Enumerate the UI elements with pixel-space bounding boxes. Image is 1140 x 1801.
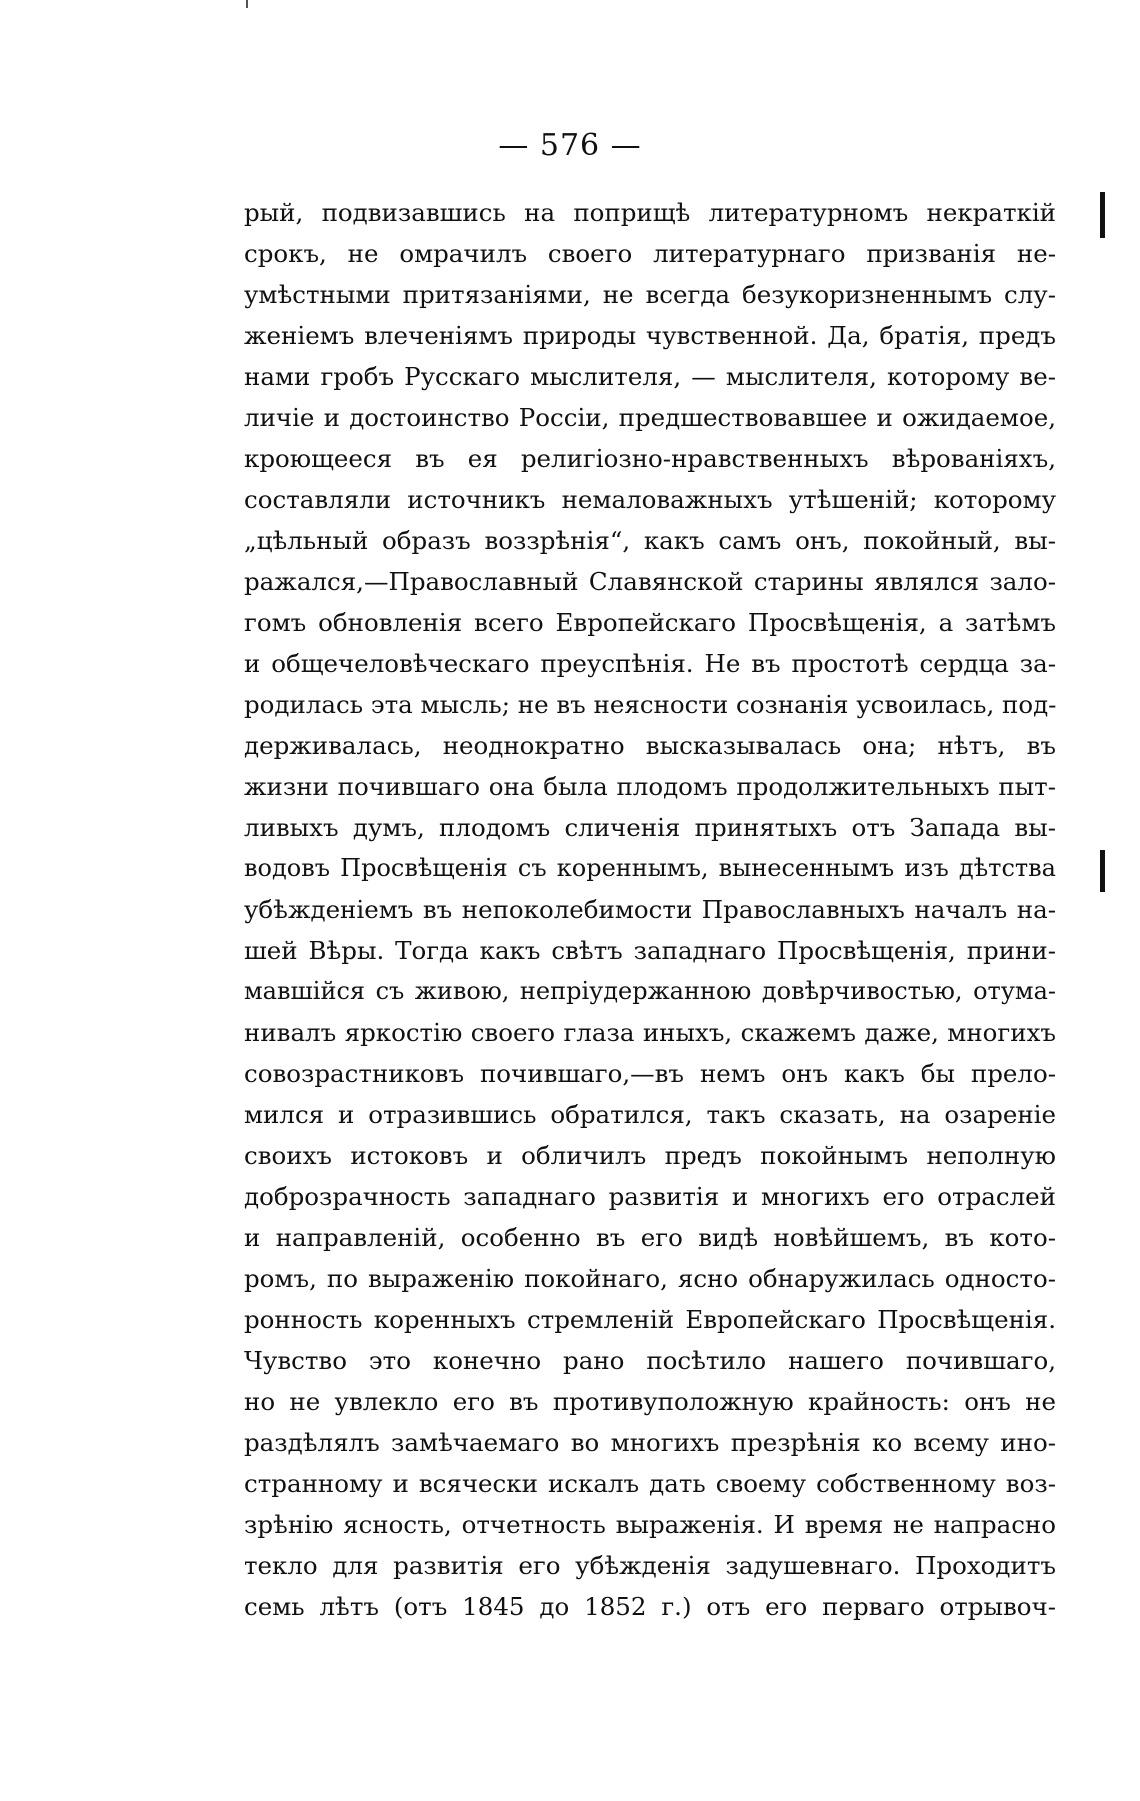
text-line: составляли источникъ немаловажныхъ утѣшеній; которому	[244, 485, 1056, 514]
body-text	[244, 192, 1056, 1627]
margin-mark	[1100, 850, 1105, 892]
text-line: гомъ обновленія всего Европейскаго Просвѣщенія, а затѣмъ	[244, 608, 1056, 637]
text-line: Чувство это конечно рано посѣтило нашего почившаго,	[244, 1346, 1056, 1375]
text-line: ронность коренныхъ стремленій Европейскаго Просвѣщенія.	[244, 1305, 1056, 1334]
text-line: ромъ, по выраженію покойнаго, ясно обнаружилась односто-	[244, 1264, 1056, 1293]
text-line: своихъ истоковъ и обличилъ предъ покойнымъ неполную	[244, 1141, 1056, 1170]
text-line: ражался,—Православный Славянской старины являлся зало-	[244, 567, 1056, 596]
text-line: женіемъ влеченіямъ природы чувственной. Да, братія, предъ	[244, 321, 1056, 350]
text-line: держивалась, неоднократно высказывалась она; нѣтъ, въ	[244, 731, 1056, 760]
text-line: рый, подвизавшись на поприщѣ литературномъ некраткій	[244, 198, 1056, 227]
text-line: и общечеловѣческаго преуспѣнія. Не въ простотѣ сердца за-	[244, 649, 1056, 678]
text-line: срокъ, не омрачилъ своего литературнаго призванія не-	[244, 239, 1056, 268]
text-line: но не увлекло его въ противуположную крайность: онъ не	[244, 1387, 1056, 1416]
page-number: — 576 —	[498, 128, 642, 163]
margin-mark	[1100, 192, 1105, 238]
text-line: кроющееся въ ея религіозно-нравственныхъ вѣрованіяхъ,	[244, 444, 1056, 473]
text-line: нивалъ яркостію своего глаза иныхъ, скажемъ даже, многихъ	[244, 1018, 1056, 1047]
text-line: совозрастниковъ почившаго,—въ немъ онъ какъ бы прело-	[244, 1059, 1056, 1088]
scan-speck	[246, 0, 248, 8]
text-line: текло для развитія его убѣжденія задушевнаго. Проходитъ	[244, 1551, 1056, 1580]
text-line: зрѣнію ясность, отчетность выраженія. И время не напрасно	[244, 1510, 1056, 1539]
text-line: убѣжденіемъ въ непоколебимости Православныхъ началъ на-	[244, 895, 1056, 924]
text-line: семь лѣтъ (отъ 1845 до 1852 г.) отъ его перваго отрывоч-	[244, 1592, 1056, 1621]
text-line: родилась эта мысль; не въ неясности сознанія усвоилась, под-	[244, 690, 1056, 719]
text-line: нами гробъ Русскаго мыслителя, — мыслителя, которому ве-	[244, 362, 1056, 391]
text-line: шей Вѣры. Тогда какъ свѣтъ западнаго Просвѣщенія, прини-	[244, 936, 1056, 965]
text-line: жизни почившаго она была плодомъ продолжительныхъ пыт-	[244, 772, 1056, 801]
text-line: раздѣлялъ замѣчаемаго во многихъ презрѣнія ко всему ино-	[244, 1428, 1056, 1457]
text-line: мавшійся съ живою, непріудержанною довѣрчивостью, отума-	[244, 977, 1056, 1005]
text-line: мился и отразившись обратился, такъ сказать, на озареніе	[244, 1100, 1056, 1129]
text-line: и направленій, особенно въ его видѣ новѣйшемъ, въ кото-	[244, 1223, 1056, 1252]
text-line: водовъ Просвѣщенія съ кореннымъ, вынесеннымъ изъ дѣтства	[244, 854, 1056, 882]
text-line: умѣстными притязаніями, не всегда безукоризненнымъ слу-	[244, 280, 1056, 309]
text-line: „цѣльный образъ воззрѣнія“, какъ самъ онъ, покойный, вы-	[244, 526, 1056, 555]
text-line: личіе и достоинство Россіи, предшествовавшее и ожидаемое,	[244, 403, 1056, 432]
text-line: ливыхъ думъ, плодомъ сличенія принятыхъ отъ Запада вы-	[244, 813, 1056, 842]
text-line: доброзрачность западнаго развитія и многихъ его отраслей	[244, 1182, 1056, 1211]
text-line: странному и всячески искалъ дать своему собственному воз-	[244, 1469, 1056, 1498]
